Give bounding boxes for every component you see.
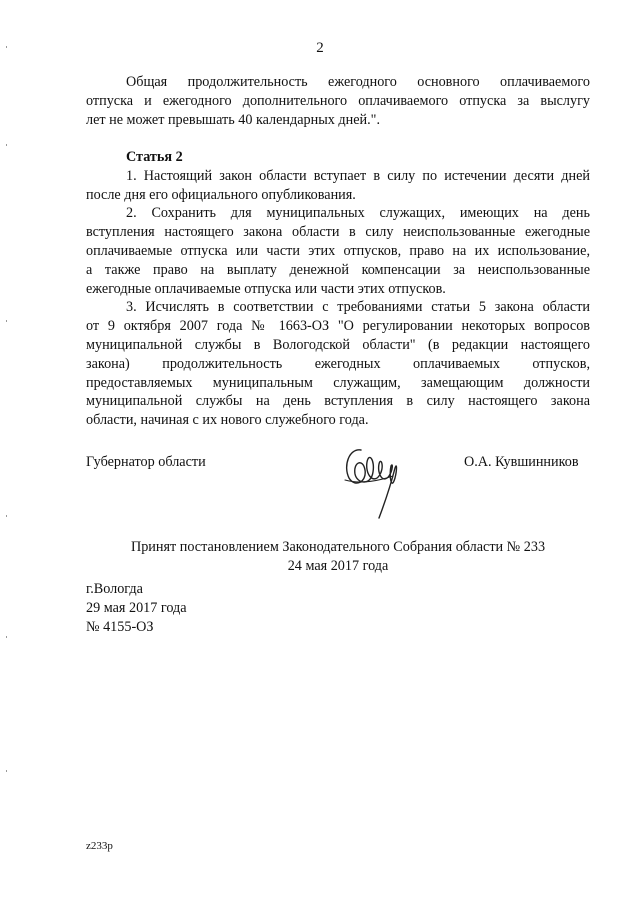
article-2 — [86, 148, 590, 430]
handwritten-signature — [335, 432, 415, 524]
margin-mark — [6, 320, 7, 322]
article-p2-line-5: ежегодные оплачиваемые отпуска или части этих отпусков. — [86, 280, 446, 297]
article-p2-line-2: вступления настоящего закона области в силу неиспользованные ежегодные — [86, 224, 590, 241]
closing-line-2: отпуска и ежегодного дополнительного оплачиваемого отпуска за выслугу — [86, 92, 590, 109]
article-p2-line-3: оплачиваемые отпуска или части этих отпусков, право на их использование, — [86, 242, 590, 259]
margin-mark — [6, 770, 7, 772]
article-p1-line-2: после дня его официального опубликования. — [86, 186, 356, 203]
closing-line-1: Общая продолжительность ежегодного основного оплачиваемого — [126, 74, 590, 90]
closing-line-3: лет не может превышать 40 календарных дней.". — [86, 111, 380, 128]
article-p2-line-4: а также право на выплату денежной компенсации за неиспользованные — [86, 261, 590, 278]
article-p3-line-2: от 9 октября 2007 года № 1663-ОЗ "О регулировании некоторых вопросов — [86, 318, 590, 335]
closing-paragraph — [86, 73, 590, 129]
margin-mark — [6, 515, 7, 517]
article-p3-line-4: закона) продолжительность ежегодных оплачиваемых отпусков, — [86, 355, 590, 372]
margin-mark — [6, 144, 7, 146]
adoption-note — [86, 538, 590, 576]
article-heading: Статья 2 — [126, 149, 183, 165]
law-number: № 4155-ОЗ — [86, 618, 154, 635]
signatory-name: О.А. Кувшинников — [464, 454, 579, 470]
article-p3-line-1: 3. Исчислять в соответствии с требованиями статьи 5 закона области — [126, 299, 590, 316]
place-and-date — [86, 580, 187, 636]
document-code: z233p — [86, 840, 113, 852]
city: г.Вологда — [86, 581, 143, 597]
signing-date: 29 мая 2017 года — [86, 599, 187, 616]
article-p1-line-1: 1. Настоящий закон области вступает в силу по истечении десяти дней — [126, 167, 590, 184]
adoption-line-1: Принят постановлением Законодательного Собрания области № 233 — [130, 539, 546, 555]
margin-mark — [6, 636, 7, 638]
article-p3-line-3: муниципальной службы в Вологодской области" (в редакции настоящего — [86, 336, 590, 353]
article-p3-line-6: муниципальной службы на день вступления в силу настоящего закона — [86, 393, 590, 410]
article-p3-line-7: области, начиная с их нового служебного года. — [86, 412, 369, 429]
margin-mark — [6, 46, 7, 48]
signatory-title: Губернатор области — [86, 454, 206, 470]
article-p3-line-5: предоставляемых муниципальным служащим, замещающим должности — [86, 374, 590, 391]
article-p2-line-1: 2. Сохранить для муниципальных служащих, имеющих на день — [126, 205, 590, 222]
adoption-line-2: 24 мая 2017 года — [287, 557, 389, 574]
page-number: 2 — [316, 40, 324, 56]
